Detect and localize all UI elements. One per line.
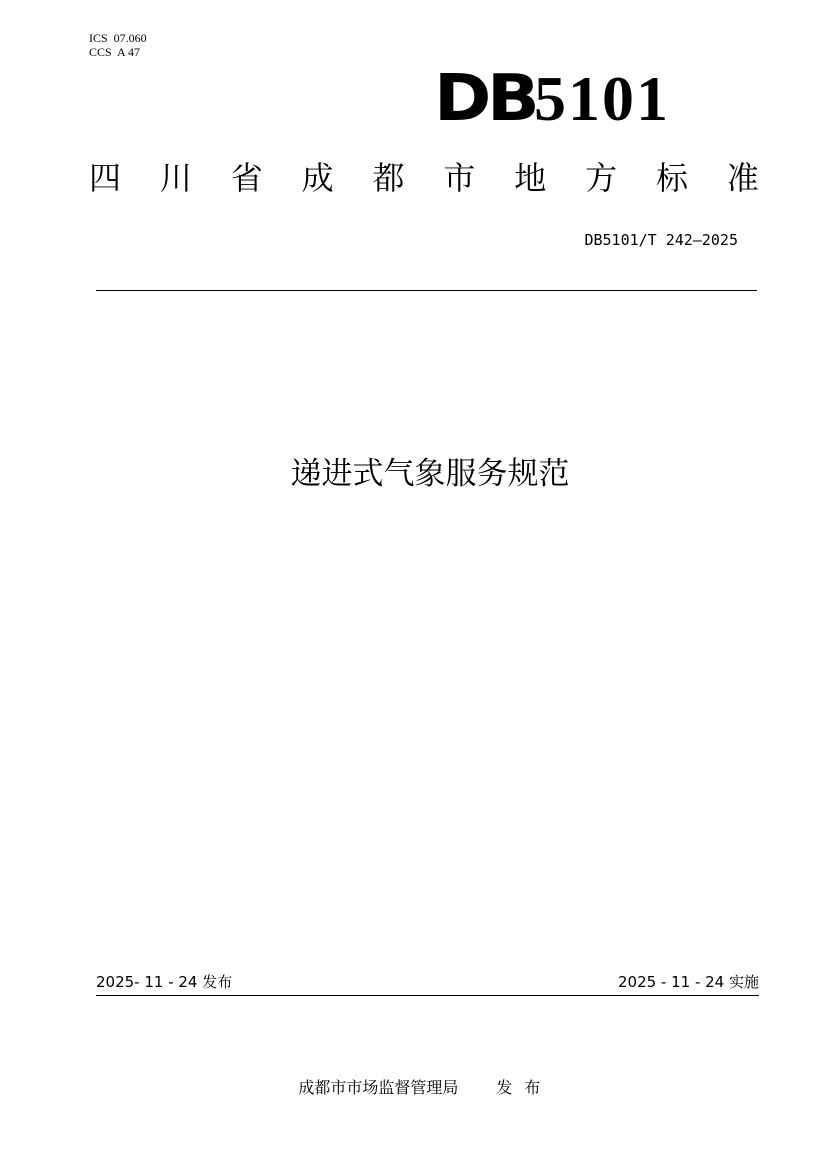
standard-code: DB5101/T 242—2025 xyxy=(584,231,738,249)
ics-code: ICS 07.060 xyxy=(89,31,147,45)
standard-type-char: 省 xyxy=(230,159,263,197)
standard-type-char: 四 xyxy=(89,159,122,197)
standard-type-char: 都 xyxy=(372,159,405,197)
issuer-name: 成都市市场监督管理局 xyxy=(298,1078,459,1097)
db-region-number: 5101 xyxy=(534,63,670,134)
ccs-code: CCS A 47 xyxy=(89,45,141,59)
standard-type-char: 成 xyxy=(301,159,334,197)
standard-type-char: 方 xyxy=(585,159,618,197)
publish-date: 2025- 11 - 24 发布 xyxy=(96,973,233,991)
standard-type-char: 川 xyxy=(159,159,192,197)
footer-divider xyxy=(96,995,759,996)
issuer-line xyxy=(278,1052,552,1124)
implement-date: 2025 - 11 - 24 实施 xyxy=(617,973,759,991)
standard-type-char: 地 xyxy=(514,159,547,197)
document-title: 递进式气象服务规范 xyxy=(290,456,570,492)
date-row xyxy=(96,970,759,994)
classification-codes xyxy=(89,31,147,59)
standard-type-char: 标 xyxy=(656,159,689,197)
db-standard-logo xyxy=(434,62,700,136)
standard-type-char: 市 xyxy=(443,159,476,197)
issue-word: 发布 xyxy=(496,1078,553,1097)
standard-type-heading xyxy=(89,156,759,200)
standard-type-char: 准 xyxy=(726,159,759,197)
header-divider xyxy=(96,290,757,291)
db-mark: DB xyxy=(434,62,536,136)
